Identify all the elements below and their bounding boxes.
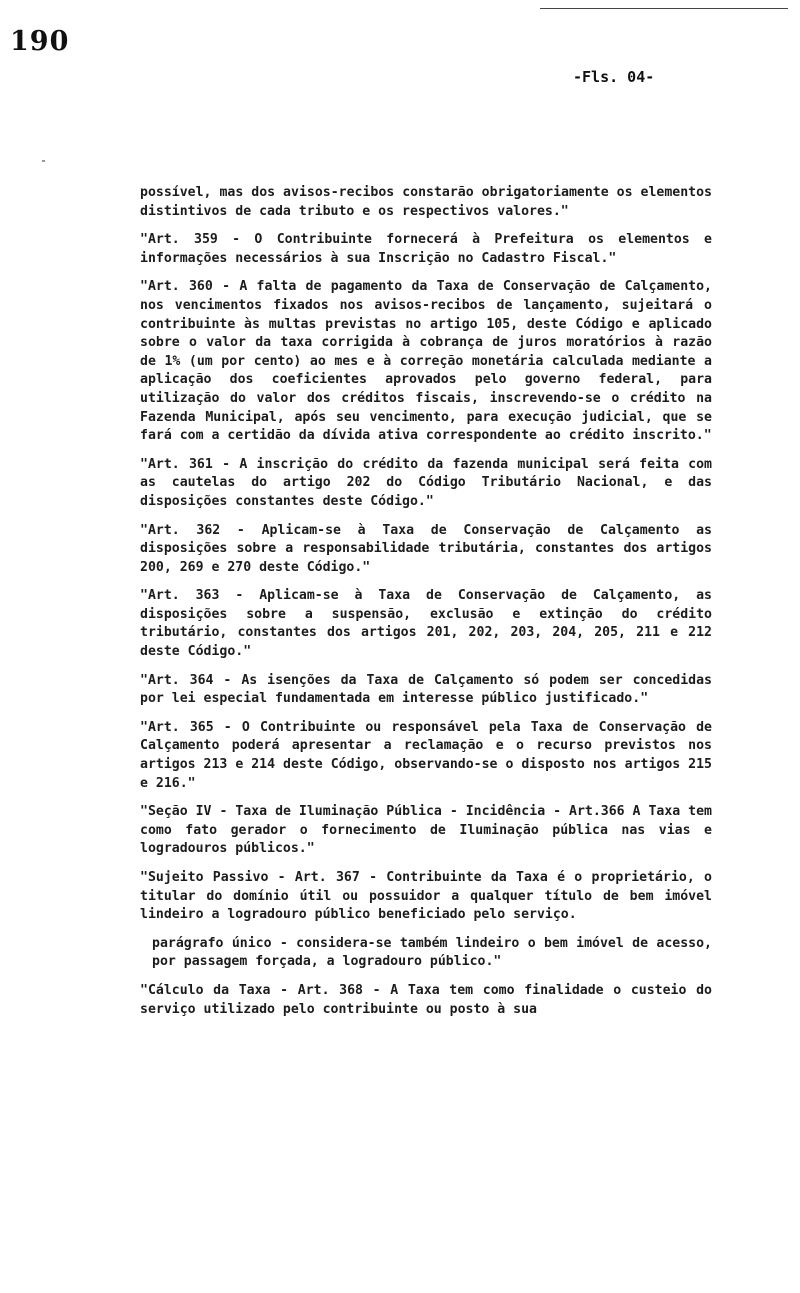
paragraph-unico: parágrafo único - considera-se também lindeiro o bem imóvel de acesso, por passagem forçada, a logradouro público."	[152, 935, 712, 970]
paragraph-art-363: "Art. 363 - Aplicam-se à Taxa de Conservação de Calçamento, as disposições sobre a suspensão, exclusão e extinção do crédito tributário, constantes dos artigos 201, 202, 203, 204, 205, 211 e 212 deste Código."	[140, 588, 712, 660]
sheet-reference: -Fls. 04-	[573, 68, 655, 86]
top-rule	[540, 8, 788, 9]
paragraph-art-367: "Sujeito Passivo - Art. 367 - Contribuinte da Taxa é o proprietário, o titular do domínio útil ou possuidor a qualquer título de bem imóvel lindeiro a logradouro público beneficiado pelo serviço.	[140, 870, 712, 923]
paragraph-secao-iv-art-366: "Seção IV - Taxa de Iluminação Pública - Incidência - Art.366 A Taxa tem como fato gerador o fornecimento de Iluminação pública nas vias e logradouros públicos."	[140, 804, 712, 857]
document-body	[140, 184, 712, 1029]
paragraph-art-360: "Art. 360 - A falta de pagamento da Taxa de Conservação de Calçamento, nos vencimentos fixados nos avisos-recibos de lançamento, sujeitará o contribuinte às multas previstas no artigo 105, deste Código e aplicado sobre o valor da taxa corrigida à cobrança de juros moratórios à razão de 1% (um por cento) ao mes e à correção monetária calculada mediante a aplicação dos coeficientes aprovados pelo governo federal, para utilização do valor dos créditos fiscais, inscrevendo-se o crédito na Fazenda Municipal, após seu vencimento, para execução judicial, que se fará com a certidão da dívida ativa correspondente ao crédito inscrito."	[140, 279, 712, 444]
scan-speck	[42, 160, 45, 162]
paragraph-art-362: "Art. 362 - Aplicam-se à Taxa de Conservação de Calçamento as disposições sobre a responsabilidade tributária, constantes dos artigos 200, 269 e 270 deste Código."	[140, 522, 712, 575]
paragraph-art-361: "Art. 361 - A inscrição do crédito da fazenda municipal será feita com as cautelas do artigo 202 do Código Tributário Nacional, e das disposições constantes deste Código."	[140, 456, 712, 509]
page-number: 190	[10, 26, 70, 57]
paragraph-art-364: "Art. 364 - As isenções da Taxa de Calçamento só podem ser concedidas por lei especial fundamentada em interesse público justificado."	[140, 672, 712, 707]
paragraph-art-365: "Art. 365 - O Contribuinte ou responsável pela Taxa de Conservação de Calçamento poderá apresentar a reclamação e o recurso previstos nos artigos 213 e 214 deste Código, observando-se o disposto nos artigos 215 e 216."	[140, 719, 712, 791]
paragraph-continuation: possível, mas dos avisos-recibos constarão obrigatoriamente os elementos distintivos de cada tributo e os respectivos valores."	[140, 185, 712, 219]
paragraph-art-368: "Cálculo da Taxa - Art. 368 - A Taxa tem como finalidade o custeio do serviço utilizado pelo contribuinte ou posto à sua	[140, 982, 712, 1017]
paragraph-art-359: "Art. 359 - O Contribuinte fornecerá à Prefeitura os elementos e informações necessários à sua Inscrição no Cadastro Fiscal."	[140, 232, 712, 266]
